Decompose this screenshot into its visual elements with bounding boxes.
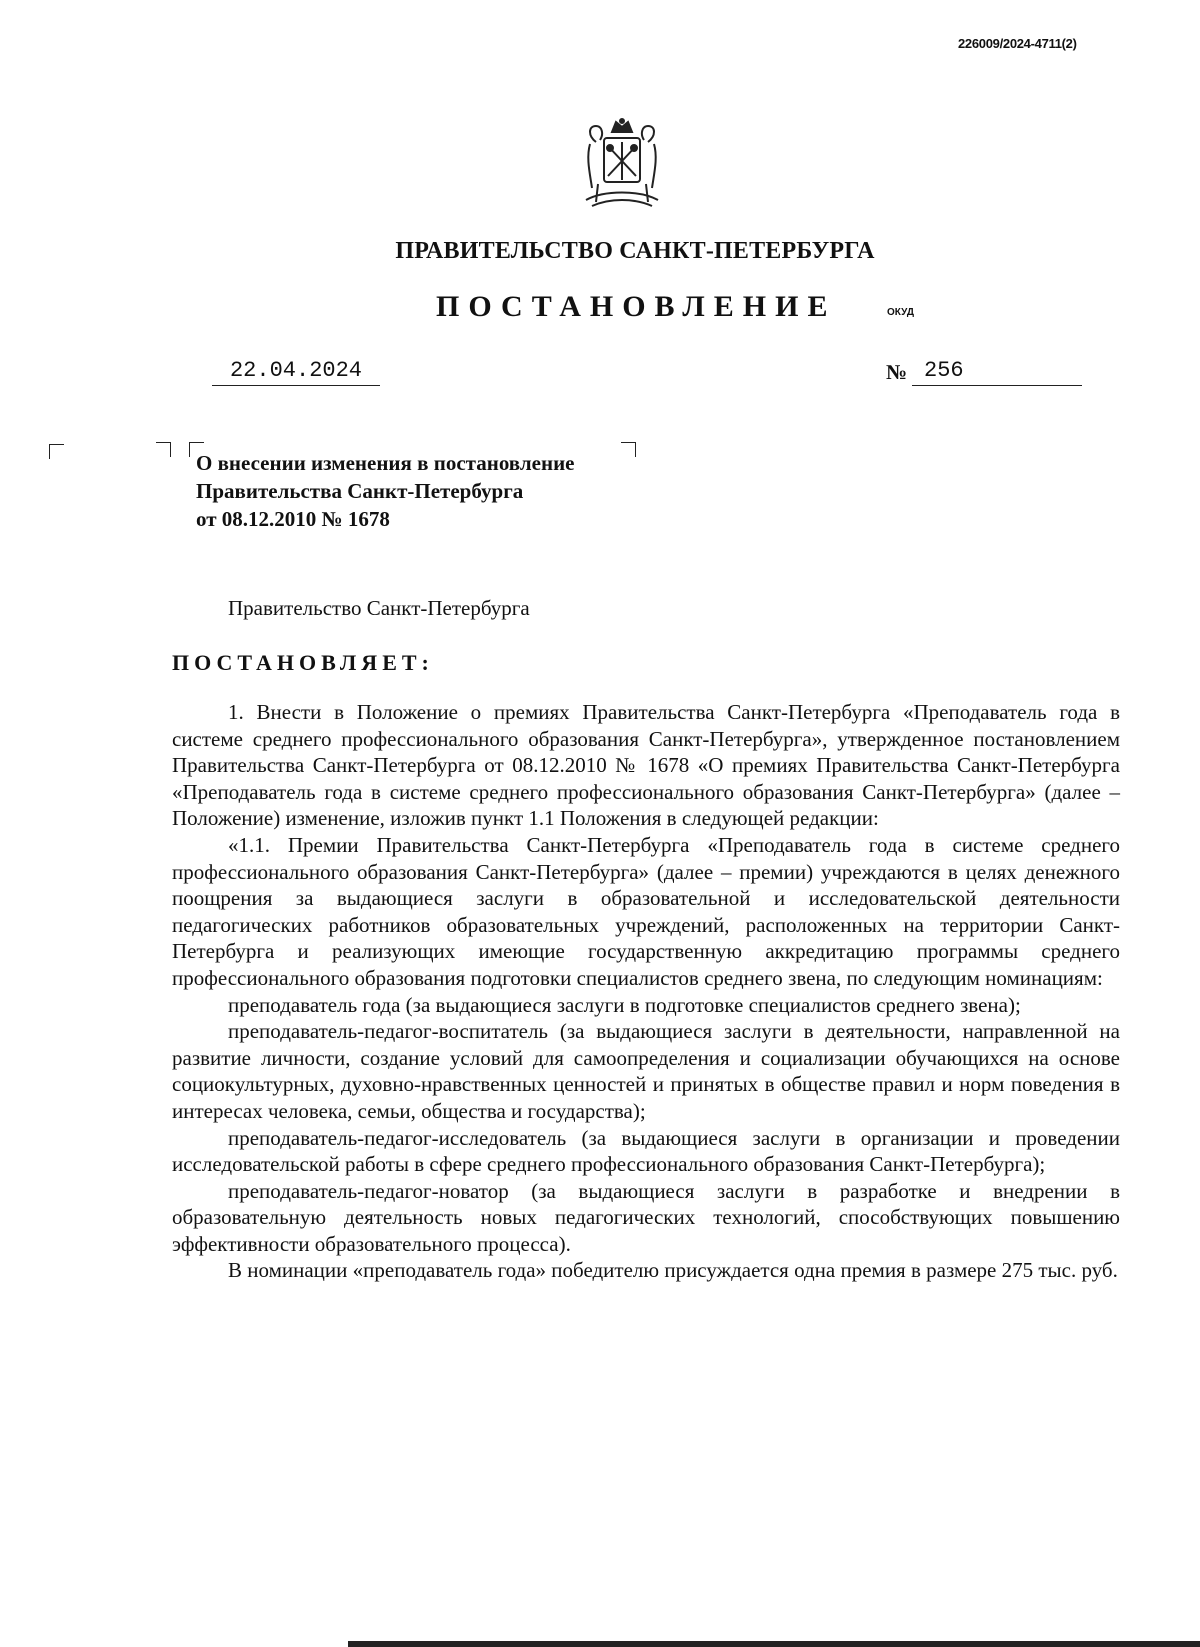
body-paragraph: В номинации «преподаватель года» победителю присуждается одна премия в размере 275 тыс. руб.: [228, 1258, 1118, 1283]
okud-label: ОКУД: [887, 307, 914, 318]
subject-line: О внесении изменения в постановление: [196, 451, 575, 475]
issuing-authority: ПРАВИТЕЛЬСТВО САНКТ-ПЕТЕРБУРГА: [395, 238, 875, 264]
body-paragraph: «1.1. Премии Правительства Санкт-Петербурга «Преподаватель года в системе среднего профессионального образования Санкт-Петербурга» (далее – премии) учреждаются в целях денежного поощрения за выдающиеся заслуги в образовательной и исследовательской деятельности педагогических работников образовательных учреждений, расположенных на территории Санкт-Петербурга и реализующих имеющие государственную аккредитацию программы среднего профессионального образования подготовки специалистов среднего звена, по следующим номинациям:: [172, 832, 1120, 990]
scan-edge-line: [348, 1641, 1200, 1647]
decrees-label: ПОСТАНОВЛЯЕТ:: [172, 650, 434, 675]
document-body: [172, 699, 1120, 1284]
subject-line: Правительства Санкт-Петербурга: [196, 479, 524, 503]
subject-bracket-left-outer: [156, 442, 171, 457]
document-number: 256: [912, 358, 1082, 386]
document-type: ПОСТАНОВЛЕНИЕ: [436, 290, 837, 323]
document-subject: [196, 449, 575, 533]
registration-number: 226009/2024-4711(2): [958, 36, 1077, 51]
subject-line: от 08.12.2010 № 1678: [196, 507, 390, 531]
subject-bracket-right: [621, 442, 636, 457]
body-paragraph: преподаватель-педагог-воспитатель (за выдающиеся заслуги в деятельности, направленной на развитие личности, создание условий для самоопределения и социализации обучающихся на основе социокультурных, духовно-нравственных ценностей и принятых в обществе правил и норм поведения в интересах человека, семьи, общества и государства);: [172, 1019, 1120, 1123]
number-sign: №: [886, 360, 908, 384]
preamble: Правительство Санкт-Петербурга: [228, 596, 530, 620]
body-paragraph: преподаватель-педагог-исследователь (за выдающиеся заслуги в организации и проведении исследовательской работы в сфере среднего профессионального образования Санкт-Петербурга);: [172, 1125, 1120, 1177]
body-paragraph: 1. Внести в Положение о премиях Правительства Санкт-Петербурга «Преподаватель года в системе среднего профессионального образования Санкт-Петербурга», утвержденное постановлением Правительства Санкт-Петербурга от 08.12.2010 № 1678 «О премиях Правительства Санкт-Петербурга «Преподаватель года в системе среднего профессионального образования Санкт-Петербурга» (далее – Положение) изменение, изложив пункт 1.1 Положения в следующей редакции:: [172, 700, 1120, 831]
margin-corner-mark: [49, 444, 64, 459]
body-paragraph: преподаватель года (за выдающиеся заслуги в подготовке специалистов среднего звена);: [228, 992, 1021, 1017]
document-date: 22.04.2024: [212, 358, 380, 386]
body-paragraph: преподаватель-педагог-новатор (за выдающиеся заслуги в разработке и внедрении в образовательную деятельность новых педагогических технологий, способствующих повышению эффективности образовательного процесса).: [172, 1178, 1120, 1256]
saint-petersburg-coat-of-arms-icon: [582, 118, 662, 212]
